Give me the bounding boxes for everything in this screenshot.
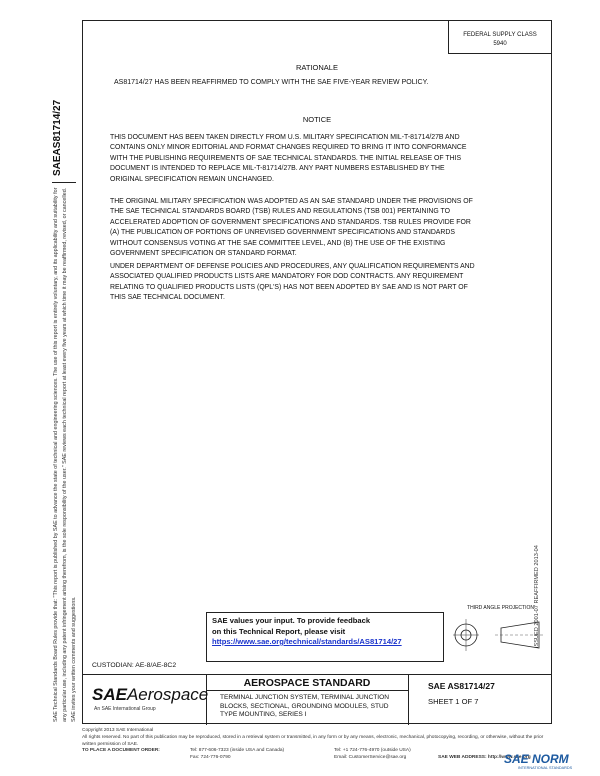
standard-subtitle: TERMINAL JUNCTION SYSTEM, TERMINAL JUNCTION BLOCKS, SECTIONAL, GROUNDING MODULES, STUD TYPE MOUNTING, SERIES I: [220, 694, 390, 719]
feedback-line-1: SAE values your input. To provide feedback: [212, 616, 371, 625]
footer-row-2: [82, 755, 552, 762]
doc-number-value: AS81714/27: [447, 681, 495, 691]
footer-web[interactable]: SAE WEB ADDRESS: http://www.sae.org: [438, 755, 531, 761]
federal-supply-class-label: FEDERAL SUPPLY CLASS: [463, 32, 537, 38]
title-block: [82, 674, 552, 725]
logo-rest: Aerospace: [126, 685, 209, 704]
side-technical-note: [52, 186, 78, 722]
side-doc-prefix: SAE: [52, 155, 63, 176]
issue-dates-text: ISSUED 2001-07 REAFFIRMED 2013-04: [534, 545, 540, 648]
federal-supply-class-value: 5940: [493, 41, 507, 47]
third-angle-projection: [449, 605, 552, 661]
footer-order-label: TO PLACE A DOCUMENT ORDER:: [82, 748, 160, 754]
standard-title: AEROSPACE STANDARD: [206, 677, 408, 691]
doc-number-prefix: SAE: [428, 681, 446, 691]
footer-copyright: Copyright 2013 SAE International: [82, 728, 154, 733]
footer: [82, 728, 552, 762]
sae-norm-watermark: SAE NORM: [504, 752, 569, 766]
feedback-link[interactable]: https://www.sae.org/technical/standards/AS81714/27: [212, 637, 402, 646]
side-technical-note-text: SAE Technical Standards Board Rules provide that: "This report is published by SAE to advance the state of technical and engineering sciences. The use of this report is entirely voluntary, and its applicability and suitability for any particular use, including any patent infringement arising therefrom, is the sole responsibility of the user." SAE reviews each technical report at least every five years at which time it may be reaffirmed, revised, or cancelled. SAE invites your written comments and suggestions.: [53, 187, 77, 722]
projection-label: THIRD ANGLE PROJECTION: [467, 605, 534, 611]
rationale-body: AS81714/27 HAS BEEN REAFFIRMED TO COMPLY WITH THE SAE FIVE-YEAR REVIEW POLICY.: [114, 79, 429, 86]
feedback-box: [206, 612, 444, 662]
side-document-id: [52, 90, 76, 180]
standard-title-box: [206, 675, 409, 725]
notice-paragraph-1: THIS DOCUMENT HAS BEEN TAKEN DIRECTLY FROM U.S. MILITARY SPECIFICATION MIL-T-81714/27B AND CONTAINS ONLY MINOR EDITORIAL AND FORMAT CHANGES REQUIRED TO BRING IT INTO CONFORMANCE WITH THE PUBLISHING REQUIREMENTS OF SAE TECHNICAL STANDARDS. THE INITIAL RELEASE OF THIS DOCUMENT IS INTENDED TO REPLACE MIL-T-81714/27B. ANY PART NUMBERS ESTABLISHED BY THE ORIGINAL SPECIFICATION REMAIN UNCHANGED.: [110, 134, 467, 183]
custodian: CUSTODIAN: AE-8/AE-8C2: [92, 662, 177, 669]
side-divider: [52, 182, 76, 183]
federal-supply-class-box: [448, 20, 552, 54]
footer-tel-2: Tel: +1 724-776-4970 (outside USA): [334, 748, 411, 754]
notice-paragraph-3: UNDER DEPARTMENT OF DEFENSE POLICIES AND PROCEDURES, ANY QUALIFICATION REQUIREMENTS AND ASSOCIATED QUALIFIED PRODUCTS LISTS ARE MANDATORY FOR DOD CONTRACTS. ANY REQUIREMENT RELATING TO QUALIFIED PRODUCTS LISTS (QPL'S) HAS NOT BEEN ADOPTED BY SAE AND IS NOT PART OF THIS SAE TECHNICAL DOCUMENT.: [110, 263, 475, 302]
footer-rights: All rights reserved. No part of this publication may be reproduced, stored in a retrieval system or transmitted, in any form or by any means, electronic, mechanical, photocopying, recording, or otherwise, without the prior written permission of SAE.: [82, 734, 544, 747]
footer-tel-1: Tel: 877-606-7323 (inside USA and Canada): [190, 748, 285, 754]
footer-fax: Fax: 724-776-0790: [190, 755, 231, 761]
logo-subtitle: An SAE International Group: [94, 706, 156, 712]
sae-norm-watermark-sub: INTERNATIONAL STANDARDS: [518, 766, 573, 770]
rationale-title: RATIONALE: [296, 63, 338, 72]
footer-email[interactable]: Email: CustomerService@sae.org: [334, 755, 407, 761]
projection-symbol-icon: [449, 611, 552, 659]
logo-bold: SAE: [92, 685, 127, 704]
document-number-box: [408, 675, 552, 725]
notice-title: NOTICE: [302, 115, 332, 124]
document-number: [428, 681, 495, 691]
side-doc-number: AS81714/27: [52, 99, 63, 156]
sae-aerospace-logo: [92, 685, 208, 705]
notice-paragraph-2: THE ORIGINAL MILITARY SPECIFICATION WAS ADOPTED AS AN SAE STANDARD UNDER THE PROVISIONS OF THE SAE TECHNICAL STANDARDS BOARD (TSB) RULES AND REGULATIONS (TSB 001) PERTAINING TO ACCELERATED ADOPTION OF GOVERNMENT SPECIFICATIONS AND STANDARDS. TSB RULES PROVIDE FOR (A) THE PUBLICATION OF PORTIONS OF UNREVISED GOVERNMENT SPECIFICATIONS AND STANDARDS WITHOUT CONSENSUS VOTING AT THE SAE COMMITTEE LEVEL, AND (B) THE USE OF THE EXISTING GOVERNMENT SPECIFICATION OR STANDARD FORMAT.: [110, 198, 473, 258]
sheet-number: SHEET 1 OF 7: [428, 697, 479, 706]
logo-box: [82, 675, 207, 725]
feedback-line-2: on this Technical Report, please visit: [212, 626, 346, 636]
